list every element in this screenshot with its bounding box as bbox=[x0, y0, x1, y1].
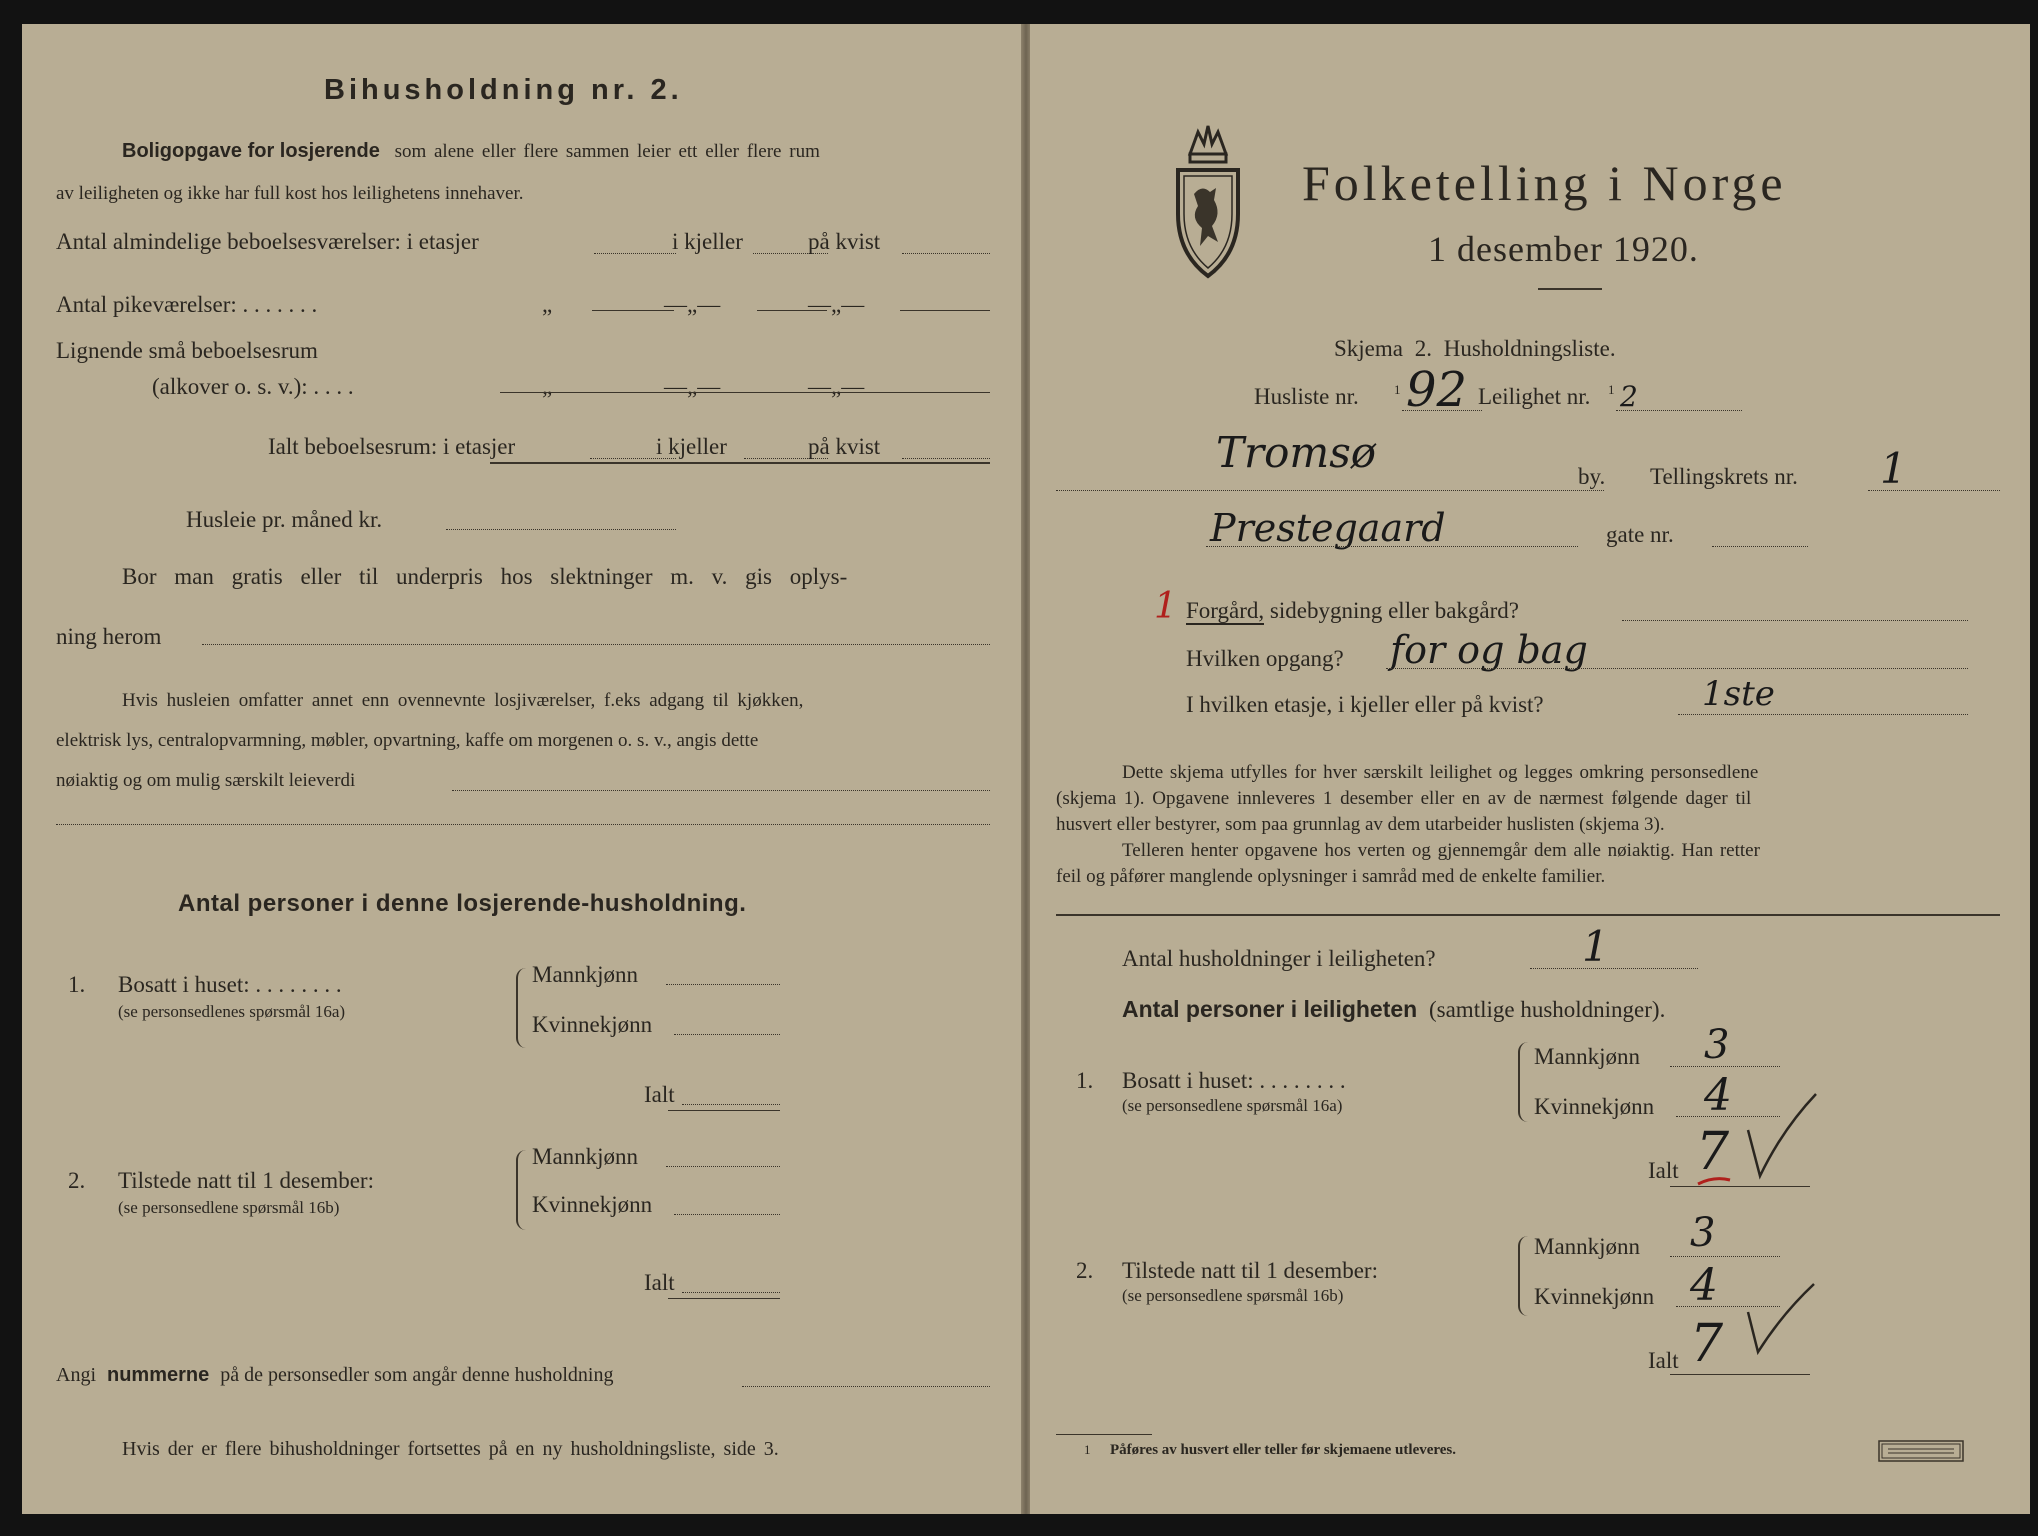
city-value[interactable]: Tromsø bbox=[1216, 428, 1377, 477]
husliste-field bbox=[1402, 410, 1482, 411]
instructions-line-5: feil og påfører manglende oplysninger i samråd med de enkelte familier. bbox=[1056, 866, 1606, 887]
ditto-mark: —„— bbox=[808, 292, 865, 317]
q1-total-label: Ialt bbox=[644, 1082, 675, 1107]
opgang-label: Hvilken opgang? bbox=[1186, 646, 1344, 671]
r-q2-total-rule bbox=[1670, 1374, 1810, 1375]
ditto-mark: —„— bbox=[664, 374, 721, 399]
leilighet-label: Leilighet nr. bbox=[1478, 384, 1591, 409]
footnote-ref: 1 bbox=[1608, 382, 1615, 397]
q1-number: 1. bbox=[68, 972, 86, 997]
r-q1-female-label: Kvinnekjønn bbox=[1534, 1094, 1655, 1119]
right-page bbox=[1030, 24, 2030, 1514]
maid-rooms-label: Antal pikeværelser: . . . . . . . bbox=[56, 292, 318, 317]
gratis-line-1: Bor man gratis eller til underpris hos slektninger m. v. gis oplys- bbox=[122, 564, 848, 589]
rent-field[interactable] bbox=[446, 529, 676, 530]
forgard-underlined: Forgård, bbox=[1186, 598, 1265, 623]
q1-sub: (se personsedlenes spørsmål 16a) bbox=[118, 1002, 346, 1021]
total-rooms-label: Ialt beboelsesrum: i etasjer bbox=[268, 434, 516, 459]
includes-line-2: elektrisk lys, centralopvarmning, møbler, opvartning, kaffe om morgenen o. s. v., angis dette bbox=[56, 730, 759, 751]
intro-rest-1: som alene eller flere sammen leier ett eller flere rum bbox=[394, 141, 820, 162]
left-page bbox=[22, 24, 1022, 1514]
husliste-value[interactable]: 92 bbox=[1406, 362, 1468, 418]
etasje-value[interactable]: 1ste bbox=[1702, 674, 1775, 714]
r-q2-number: 2. bbox=[1076, 1258, 1094, 1283]
intro-bold: Boligopgave for losjerende bbox=[122, 140, 380, 162]
coat-of-arms-icon bbox=[1168, 114, 1248, 286]
q1-female-field[interactable] bbox=[674, 1034, 780, 1035]
angi-line bbox=[56, 1364, 613, 1387]
total-kvist-label: på kvist bbox=[808, 434, 881, 459]
intro-line-1 bbox=[122, 140, 820, 163]
rent-label: Husleie pr. måned kr. bbox=[186, 507, 383, 532]
alcove-label-2: (alkover o. s. v.): . . . . bbox=[152, 374, 354, 399]
rooms-row-label: Antal almindelige beboelsesværelser: i etasjer bbox=[56, 229, 479, 254]
census-date: 1 desember 1920. bbox=[1428, 229, 1699, 269]
angi-field[interactable] bbox=[742, 1386, 990, 1387]
q2-total-label: Ialt bbox=[644, 1270, 675, 1295]
q1-total-rule bbox=[668, 1110, 780, 1111]
gate-label: gate nr. bbox=[1606, 522, 1674, 547]
r-q1-number: 1. bbox=[1076, 1068, 1094, 1093]
r-q2-female-label: Kvinnekjønn bbox=[1534, 1284, 1655, 1309]
q2-label: Tilstede natt til 1 desember: bbox=[118, 1168, 374, 1193]
krets-label: Tellingskrets nr. bbox=[1650, 464, 1798, 489]
r-q1-female-value[interactable]: 4 bbox=[1704, 1070, 1732, 1121]
r-q1-male-field bbox=[1670, 1066, 1780, 1067]
r-q2-male-label: Mannkjønn bbox=[1534, 1234, 1641, 1259]
q2-female-label: Kvinnekjønn bbox=[532, 1192, 653, 1217]
r-q2-label: Tilstede natt til 1 desember: bbox=[1122, 1258, 1378, 1283]
q2-sub: (se personsedlene spørsmål 16b) bbox=[118, 1198, 340, 1217]
r-q2-total-label: Ialt bbox=[1648, 1348, 1679, 1373]
leilighet-field bbox=[1616, 410, 1742, 411]
forgard-red-mark: 1 bbox=[1154, 586, 1177, 627]
leilighet-value[interactable]: 2 bbox=[1620, 380, 1638, 413]
checkmark-icon bbox=[1742, 1278, 1822, 1358]
persons-bold: Antal personer i leiligheten bbox=[1122, 996, 1418, 1022]
includes-field[interactable] bbox=[452, 790, 990, 791]
angi-post: på de personsedler som angår denne husholdning bbox=[220, 1364, 614, 1386]
alcove-underline bbox=[500, 392, 990, 393]
rooms-kvist-field[interactable] bbox=[902, 253, 990, 254]
instructions-line-3: husvert eller bestyrer, som paa grunnlag av dem utarbeider huslisten (skjema 3). bbox=[1056, 814, 1665, 835]
q2-male-field[interactable] bbox=[666, 1166, 780, 1167]
footnote-ref: 1 bbox=[1394, 382, 1401, 397]
r-q1-total-rule bbox=[1670, 1186, 1810, 1187]
printer-stamp-icon bbox=[1878, 1440, 1964, 1462]
red-stroke-mark bbox=[1694, 1174, 1734, 1188]
r-q1-total-label: Ialt bbox=[1648, 1158, 1679, 1183]
persons-rest: (samtlige husholdninger). bbox=[1428, 997, 1666, 1022]
krets-value[interactable]: 1 bbox=[1880, 444, 1907, 493]
q1-label: Bosatt i huset: . . . . . . . . bbox=[118, 972, 342, 997]
street-value[interactable]: Prestegaard bbox=[1210, 506, 1446, 550]
ditto-mark: „ bbox=[542, 374, 553, 399]
includes-line-1: Hvis husleien omfatter annet enn ovennevnte losjiværelser, f.eks adgang til kjøkken, bbox=[122, 690, 804, 711]
intro-line-2: av leiligheten og ikke har full kost hos leilighetens innehaver. bbox=[56, 183, 524, 204]
krets-field bbox=[1868, 490, 2000, 491]
households-value[interactable]: 1 bbox=[1582, 922, 1609, 971]
opgang-field bbox=[1386, 668, 1968, 669]
opgang-value[interactable]: for og bag bbox=[1390, 628, 1588, 672]
rooms-kjeller-label: i kjeller bbox=[672, 229, 743, 254]
etasje-label: I hvilken etasje, i kjeller eller på kvist? bbox=[1186, 692, 1544, 717]
ditto-mark: —„— bbox=[808, 374, 865, 399]
section-rule bbox=[1056, 914, 2000, 916]
r-q1-male-value[interactable]: 3 bbox=[1704, 1022, 1730, 1068]
gratis-line-2: ning herom bbox=[56, 624, 162, 649]
q2-female-field[interactable] bbox=[674, 1214, 780, 1215]
forgard-rest: sidebygning eller bakgård? bbox=[1269, 598, 1519, 623]
instructions-line-4: Telleren henter opgavene hos verten og gjennemgår dem alle nøiaktig. Han retter bbox=[1122, 840, 1760, 861]
persons-line bbox=[1122, 996, 1665, 1023]
by-label: by. bbox=[1578, 464, 1606, 489]
r-q2-sub: (se personsedlene spørsmål 16b) bbox=[1122, 1286, 1344, 1305]
r-q2-male-value[interactable]: 3 bbox=[1690, 1210, 1716, 1256]
angi-pre: Angi bbox=[56, 1364, 96, 1386]
maid-kvist-field[interactable] bbox=[900, 310, 990, 311]
ditto-mark: „ bbox=[542, 292, 553, 317]
r-q2-total-value[interactable]: 7 bbox=[1690, 1314, 1724, 1374]
rooms-kvist-label: på kvist bbox=[808, 229, 881, 254]
footnote-text: Påføres av husvert eller teller før skjemaene utleveres. bbox=[1110, 1442, 1457, 1458]
r-q1-total-value[interactable]: 7 bbox=[1696, 1122, 1730, 1182]
alcove-label-1: Lignende små beboelsesrum bbox=[56, 338, 318, 363]
q1-male-label: Mannkjønn bbox=[532, 962, 639, 987]
q2-total-field[interactable] bbox=[682, 1292, 780, 1293]
r-q2-female-value[interactable]: 4 bbox=[1690, 1260, 1718, 1311]
r-q1-brace bbox=[1518, 1042, 1534, 1122]
checkmark-icon bbox=[1742, 1090, 1822, 1180]
left-title: Bihusholdning nr. 2. bbox=[324, 74, 683, 106]
gratis-field[interactable] bbox=[202, 644, 990, 645]
q2-male-label: Mannkjønn bbox=[532, 1144, 639, 1169]
total-kjeller-label: i kjeller bbox=[656, 434, 727, 459]
husliste-label: Husliste nr. bbox=[1254, 384, 1359, 409]
q2-number: 2. bbox=[68, 1168, 86, 1193]
street-field bbox=[1206, 546, 1578, 547]
main-title: Folketelling i Norge bbox=[1302, 155, 1787, 211]
total-kvist-field[interactable] bbox=[902, 458, 990, 459]
forgard-label bbox=[1186, 598, 1519, 624]
footnote-rule bbox=[1056, 1434, 1152, 1435]
gate-field[interactable] bbox=[1712, 546, 1808, 547]
schema-label: Skjema 2. Husholdningsliste. bbox=[1334, 336, 1616, 361]
left-footer: Hvis der er flere bihusholdninger fortsettes på en ny husholdningsliste, side 3. bbox=[122, 1438, 779, 1460]
rooms-etasjer-field[interactable] bbox=[594, 253, 676, 254]
title-rule bbox=[1538, 288, 1602, 290]
q1-total-field[interactable] bbox=[682, 1104, 780, 1105]
maid-etasjer-field[interactable] bbox=[592, 310, 674, 311]
footnote-number: 1 bbox=[1084, 1442, 1091, 1457]
forgard-field[interactable] bbox=[1622, 620, 1968, 621]
q2-brace bbox=[516, 1150, 532, 1230]
r-q2-male-field bbox=[1670, 1256, 1780, 1257]
city-field bbox=[1056, 490, 1604, 491]
persons-heading: Antal personer i denne losjerende-husholdning. bbox=[178, 890, 747, 917]
q2-total-rule bbox=[668, 1298, 780, 1299]
includes-field-2[interactable] bbox=[56, 824, 990, 825]
angi-bold: nummerne bbox=[107, 1364, 210, 1386]
r-q1-male-label: Mannkjønn bbox=[1534, 1044, 1641, 1069]
etasje-field bbox=[1678, 714, 1968, 715]
r-q2-brace bbox=[1518, 1236, 1534, 1316]
includes-line-3: nøiaktig og om mulig særskilt leieverdi bbox=[56, 770, 356, 791]
r-q1-label: Bosatt i huset: . . . . . . . . bbox=[1122, 1068, 1346, 1093]
ditto-mark: —„— bbox=[664, 292, 721, 317]
instructions-line-2: (skjema 1). Opgavene innleveres 1 desember eller en av de nærmest følgende dager til bbox=[1056, 788, 1752, 809]
total-underline bbox=[490, 462, 990, 464]
households-label: Antal husholdninger i leiligheten? bbox=[1122, 946, 1436, 971]
r-q1-sub: (se personsedlene spørsmål 16a) bbox=[1122, 1096, 1343, 1115]
q1-male-field[interactable] bbox=[666, 984, 780, 985]
q1-brace bbox=[516, 968, 532, 1048]
instructions-line-1: Dette skjema utfylles for hver særskilt leilighet og legges omkring personsedlene bbox=[1122, 762, 1759, 783]
q1-female-label: Kvinnekjønn bbox=[532, 1012, 653, 1037]
households-field bbox=[1530, 968, 1698, 969]
